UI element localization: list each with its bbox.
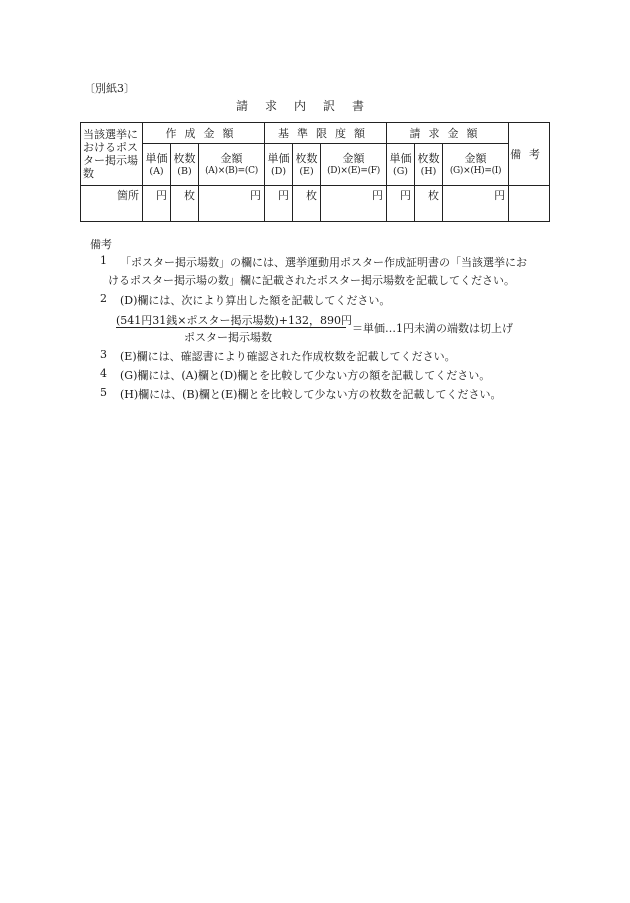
b-unit-cell: 枚 [171, 186, 199, 222]
document-title: 請求内訳書 [236, 99, 382, 113]
d-unit-cell: 円 [265, 186, 293, 222]
note-number: 1 [100, 254, 107, 267]
e-unit-cell: 枚 [293, 186, 321, 222]
c-unit-cell: 円 [199, 186, 265, 222]
formula-result: ＝単価…1円未満の端数は切上げ [352, 322, 513, 335]
amount-label: 金額 [342, 151, 365, 165]
col-g-header [387, 144, 415, 186]
claim-breakdown-table [80, 122, 550, 222]
col-b-code: (B) [177, 165, 192, 177]
col-h-code: (H) [420, 165, 437, 177]
col-b-header [171, 144, 199, 186]
col-c-header [199, 144, 265, 186]
h-unit-cell: 枚 [415, 186, 443, 222]
col-d-code: (D) [271, 165, 287, 177]
fraction-bar [116, 327, 346, 328]
col-i-formula: (G)×(H)=(I) [449, 165, 502, 176]
note-5-line-1: (H)欄には、(B)欄と(E)欄とを比較して少ない方の枚数を記載してください。 [120, 388, 502, 401]
poster-place-count-header: 当該選挙におけるポスター掲示場数 [81, 123, 143, 186]
note-number: 2 [100, 292, 107, 305]
col-a-header [143, 144, 171, 186]
amount-label: 金額 [220, 151, 243, 165]
count-label: 枚数 [173, 151, 196, 165]
f-unit-cell: 円 [321, 186, 387, 222]
note-3-line-1: (E)欄には、確認書により確認された作成枚数を記載してください。 [120, 350, 456, 363]
note-4-line-1: (G)欄には、(A)欄と(D)欄とを比較して少ない方の額を記載してください。 [120, 369, 491, 382]
formula-denominator: ポスター掲示場数 [184, 331, 272, 344]
col-f-formula: (D)×(E)=(F) [327, 165, 380, 176]
amount-label: 金額 [464, 151, 487, 165]
note-1-line-2: けるポスター掲示場の数」欄に記載されたポスター掲示場数を記載してください。 [108, 274, 515, 287]
count-label: 枚数 [295, 151, 318, 165]
col-a-code: (A) [149, 165, 164, 177]
standard-limit-header: 基準限度額 [265, 123, 387, 144]
formula-numerator: (541円31銭×ポスター掲示場数)+132，890円 [116, 314, 352, 327]
col-e-code: (E) [299, 165, 314, 177]
production-amount-header: 作成金額 [143, 123, 265, 144]
a-unit-cell: 円 [143, 186, 171, 222]
note-number: 4 [100, 367, 107, 380]
col-d-header [265, 144, 293, 186]
i-unit-cell: 円 [443, 186, 509, 222]
note-1-line-1: 「ポスター掲示場数」の欄には、選挙運動用ポスター作成証明書の「当該選挙にお [120, 256, 527, 269]
note-number: 5 [100, 386, 107, 399]
col-f-header [321, 144, 387, 186]
claim-amount-header: 請求金額 [387, 123, 509, 144]
col-e-header [293, 144, 321, 186]
notes-heading: 備考 [90, 238, 112, 251]
note-number: 3 [100, 348, 107, 361]
places-unit-cell: 箇所 [81, 186, 143, 222]
remarks-header: 備考 [509, 123, 550, 186]
attachment-label: 〔別紙3〕 [84, 82, 135, 95]
col-h-header [415, 144, 443, 186]
unit-price-label: 単価 [267, 151, 290, 165]
remarks-cell [509, 186, 550, 222]
g-unit-cell: 円 [387, 186, 415, 222]
col-i-header [443, 144, 509, 186]
count-label: 枚数 [417, 151, 440, 165]
col-g-code: (G) [393, 165, 409, 177]
col-c-formula: (A)×(B)=(C) [205, 165, 258, 176]
unit-price-label: 単価 [389, 151, 412, 165]
unit-price-label: 単価 [145, 151, 168, 165]
note-2-line-1: (D)欄には、次により算出した額を記載してください。 [120, 294, 391, 307]
